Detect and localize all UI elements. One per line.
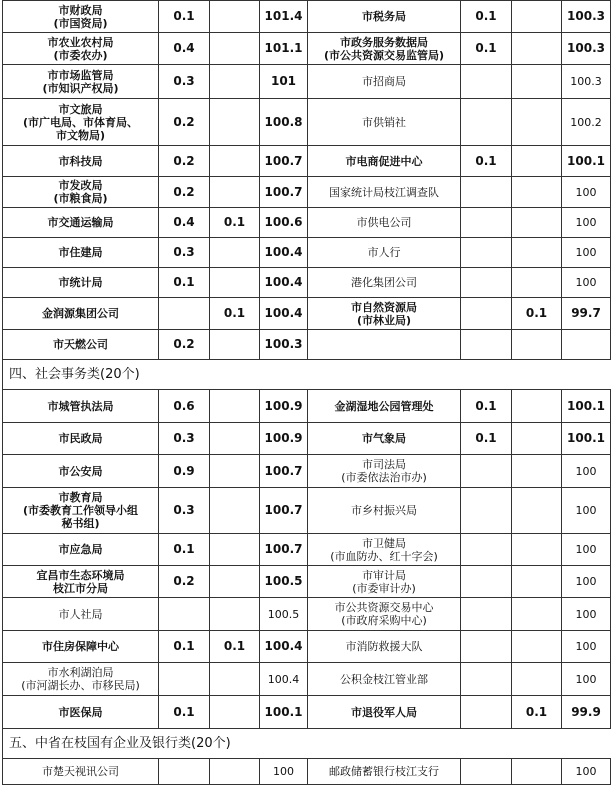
right-unit-name-line: (市政府采购中心): [341, 614, 427, 627]
section-row: [3, 729, 611, 759]
left-score: 100.9: [260, 390, 308, 423]
right-bonus-b: [512, 177, 562, 208]
left-bonus-a: 0.6: [159, 390, 210, 423]
table-row: [3, 268, 611, 298]
left-unit-name: [3, 631, 159, 663]
right-unit-name-line: 市公共资源交易中心: [334, 601, 434, 614]
left-unit-name: [3, 268, 159, 298]
table-row: [3, 534, 611, 566]
left-unit-name-line: 市财政局: [58, 3, 103, 17]
right-unit-name-line: 市自然资源局: [351, 300, 417, 314]
right-bonus-b: 0.1: [512, 298, 562, 330]
left-bonus-a: 0.1: [159, 1, 210, 33]
left-bonus-b: [210, 534, 260, 566]
right-unit-name-line: 市供销社: [362, 115, 406, 129]
left-bonus-b: [210, 330, 260, 360]
right-unit-name-line: (市委依法治市办): [341, 471, 427, 484]
right-unit-name-line: (市委审计办): [352, 581, 416, 595]
table-row: [3, 455, 611, 488]
right-bonus-b: [512, 99, 562, 146]
left-unit-name-line: 市统计局: [58, 276, 103, 289]
right-unit-name: [308, 663, 461, 696]
left-unit-name-line: 枝江市分局: [53, 581, 108, 595]
left-unit-name-line: 市公安局: [58, 464, 103, 478]
left-score: 100.5: [260, 566, 308, 598]
left-unit-name-line: (市广电局、市体育局、: [22, 115, 139, 129]
left-bonus-a: 0.1: [159, 534, 210, 566]
left-score: 100.4: [260, 663, 308, 696]
table-row: [3, 177, 611, 208]
left-bonus-a: [159, 759, 210, 785]
right-unit-name: [308, 455, 461, 488]
left-unit-name: [3, 1, 159, 33]
score-table: [2, 0, 611, 785]
left-score: 100.5: [260, 598, 308, 631]
table-row: [3, 631, 611, 663]
right-bonus-a: [461, 455, 512, 488]
right-unit-name: [308, 759, 461, 785]
left-score: 100.4: [260, 268, 308, 298]
right-bonus-b: [512, 759, 562, 785]
right-bonus-b: [512, 663, 562, 696]
left-unit-name-line: 市文物局): [55, 128, 106, 142]
right-unit-name-line: (市林业局): [356, 313, 412, 327]
left-unit-name-line: (市知识产权局): [42, 81, 119, 95]
right-unit-name-line: 市审计局: [362, 568, 406, 582]
table-row: [3, 696, 611, 729]
left-bonus-a: 0.2: [159, 177, 210, 208]
right-score: 100: [562, 663, 611, 696]
left-unit-name: [3, 238, 159, 268]
right-unit-name-line: 国家统计局枝江调查队: [329, 185, 439, 199]
table-row: [3, 423, 611, 455]
left-score: 100.7: [260, 455, 308, 488]
right-bonus-b: [512, 488, 562, 534]
left-score: 100.7: [260, 488, 308, 534]
right-bonus-a: [461, 488, 512, 534]
table-row: [3, 566, 611, 598]
left-unit-name: [3, 663, 159, 696]
right-unit-name: [308, 146, 461, 177]
left-unit-name-line: (市委教育工作领导小组: [22, 504, 139, 517]
left-bonus-b: [210, 99, 260, 146]
right-score: 100.3: [562, 65, 611, 99]
left-score: 100: [260, 759, 308, 785]
right-unit-name: [308, 488, 461, 534]
right-score: 100: [562, 455, 611, 488]
left-score: 101: [260, 65, 308, 99]
left-unit-name: [3, 598, 159, 631]
right-score: 100.2: [562, 99, 611, 146]
right-unit-name-line: 市卫健局: [362, 536, 406, 550]
right-bonus-a: [461, 65, 512, 99]
left-unit-name: [3, 423, 159, 455]
left-bonus-a: 0.1: [159, 696, 210, 729]
right-bonus-b: [512, 1, 562, 33]
left-unit-name: [3, 330, 159, 360]
table-row: [3, 663, 611, 696]
left-bonus-b: [210, 33, 260, 65]
left-bonus-a: 0.2: [159, 566, 210, 598]
left-score: 100.3: [260, 330, 308, 360]
left-unit-name-line: 市农业农村局: [47, 35, 114, 49]
right-unit-name-line: 邮政储蓄银行枝江支行: [329, 765, 439, 778]
right-unit-name: [308, 696, 461, 729]
right-bonus-a: [461, 177, 512, 208]
left-bonus-b: [210, 423, 260, 455]
right-unit-name: [308, 631, 461, 663]
right-bonus-a: 0.1: [461, 33, 512, 65]
right-unit-name-line: 市税务局: [362, 10, 406, 23]
right-unit-name-line: 市政务服务数据局: [340, 35, 428, 49]
table-row: [3, 238, 611, 268]
left-bonus-b: [210, 177, 260, 208]
left-unit-name-line: 市住房保障中心: [42, 640, 119, 653]
right-bonus-b: 0.1: [512, 696, 562, 729]
left-score: 100.7: [260, 534, 308, 566]
left-bonus-b: [210, 566, 260, 598]
right-unit-name-line: 公积金枝江管业部: [340, 672, 428, 686]
right-score: 100: [562, 208, 611, 238]
right-bonus-b: [512, 65, 562, 99]
left-bonus-a: 0.1: [159, 268, 210, 298]
left-bonus-b: [210, 1, 260, 33]
left-score: 100.6: [260, 208, 308, 238]
left-unit-name-line: 秘书组): [61, 517, 100, 530]
left-bonus-b: 0.1: [210, 631, 260, 663]
right-bonus-b: [512, 238, 562, 268]
left-unit-name: [3, 759, 159, 785]
left-bonus-b: [210, 598, 260, 631]
left-bonus-a: 0.4: [159, 208, 210, 238]
right-bonus-a: [461, 598, 512, 631]
left-unit-name: [3, 146, 159, 177]
right-bonus-a: 0.1: [461, 423, 512, 455]
left-bonus-b: [210, 696, 260, 729]
table-row: [3, 146, 611, 177]
left-score: 100.9: [260, 423, 308, 455]
left-score: 100.1: [260, 696, 308, 729]
left-unit-name: [3, 298, 159, 330]
right-score: 100: [562, 268, 611, 298]
right-score: 100: [562, 177, 611, 208]
left-bonus-a: 0.3: [159, 238, 210, 268]
left-unit-name: [3, 177, 159, 208]
right-unit-name-line: 市司法局: [362, 458, 406, 471]
right-bonus-a: [461, 208, 512, 238]
right-unit-name-line: 市气象局: [362, 432, 406, 445]
left-unit-name-line: 市民政局: [58, 432, 103, 445]
left-unit-name: [3, 65, 159, 99]
right-unit-name: [308, 566, 461, 598]
left-unit-name-line: 市交通运输局: [47, 216, 114, 229]
right-bonus-a: 0.1: [461, 146, 512, 177]
right-score: 100: [562, 534, 611, 566]
left-unit-name-line: 宜昌市生态环境局: [36, 568, 125, 582]
left-unit-name-line: 市文旅局: [58, 102, 103, 116]
right-bonus-a: [461, 268, 512, 298]
right-bonus-b: [512, 390, 562, 423]
right-score: 100.1: [562, 146, 611, 177]
right-bonus-b: [512, 146, 562, 177]
left-bonus-b: [210, 455, 260, 488]
right-unit-name: [308, 65, 461, 99]
left-unit-name-line: 市教育局: [58, 491, 103, 504]
right-unit-name: [308, 208, 461, 238]
left-bonus-b: [210, 65, 260, 99]
right-score: 99.7: [562, 298, 611, 330]
section-heading: 四、社会事务类(20个): [3, 360, 611, 390]
right-bonus-b: [512, 208, 562, 238]
right-bonus-a: [461, 566, 512, 598]
right-bonus-a: [461, 238, 512, 268]
right-score: 100: [562, 631, 611, 663]
left-unit-name-line: 市人社局: [58, 607, 103, 621]
right-unit-name-line: (市血防办、红十字会): [330, 549, 438, 563]
right-unit-name: [308, 534, 461, 566]
right-unit-name-line: 港化集团公司: [351, 276, 417, 289]
left-bonus-a: 0.2: [159, 330, 210, 360]
right-bonus-a: [461, 99, 512, 146]
right-bonus-a: 0.1: [461, 390, 512, 423]
left-unit-name: [3, 534, 159, 566]
left-unit-name: [3, 208, 159, 238]
left-bonus-b: [210, 488, 260, 534]
right-unit-name: [308, 268, 461, 298]
right-bonus-b: [512, 330, 562, 360]
left-bonus-b: [210, 146, 260, 177]
left-score: 100.4: [260, 298, 308, 330]
table-row: [3, 1, 611, 33]
left-score: 100.7: [260, 146, 308, 177]
table-row: [3, 330, 611, 360]
left-unit-name: [3, 696, 159, 729]
right-bonus-a: 0.1: [461, 1, 512, 33]
right-bonus-b: [512, 33, 562, 65]
right-unit-name: [308, 177, 461, 208]
left-unit-name-line: (市河湖长办、市移民局): [21, 679, 140, 692]
right-score: 100.3: [562, 1, 611, 33]
right-bonus-a: [461, 298, 512, 330]
table-row: [3, 759, 611, 785]
left-unit-name: [3, 455, 159, 488]
right-unit-name: [308, 390, 461, 423]
left-unit-name: [3, 33, 159, 65]
table-row: [3, 65, 611, 99]
left-unit-name: [3, 99, 159, 146]
left-bonus-a: 0.1: [159, 631, 210, 663]
right-bonus-a: [461, 696, 512, 729]
right-unit-name: [308, 238, 461, 268]
right-unit-name-line: 市供电公司: [356, 216, 412, 229]
left-score: 100.4: [260, 238, 308, 268]
left-bonus-a: 0.2: [159, 146, 210, 177]
left-bonus-a: 0.3: [159, 65, 210, 99]
right-bonus-b: [512, 566, 562, 598]
right-score: 99.9: [562, 696, 611, 729]
right-score: 100: [562, 238, 611, 268]
section-heading: 五、中省在枝国有企业及银行类(20个): [3, 729, 611, 759]
section-row: [3, 360, 611, 390]
left-unit-name-line: 市应急局: [58, 543, 103, 556]
left-unit-name-line: 市水利湖泊局: [47, 666, 114, 679]
left-unit-name-line: 市楚天视讯公司: [42, 765, 119, 778]
left-unit-name-line: 市城管执法局: [47, 399, 114, 413]
left-bonus-b: [210, 663, 260, 696]
right-bonus-b: [512, 423, 562, 455]
left-unit-name-line: (市国资局): [53, 16, 108, 30]
left-bonus-a: 0.3: [159, 423, 210, 455]
left-bonus-a: [159, 598, 210, 631]
right-unit-name: [308, 33, 461, 65]
left-bonus-b: [210, 268, 260, 298]
table-row: [3, 390, 611, 423]
right-unit-name-line: 市消防救援大队: [345, 640, 423, 653]
right-score: 100.1: [562, 423, 611, 455]
right-unit-name: [308, 330, 461, 360]
left-bonus-a: [159, 663, 210, 696]
left-bonus-a: [159, 298, 210, 330]
left-bonus-b: [210, 390, 260, 423]
left-bonus-a: 0.3: [159, 488, 210, 534]
left-score: 101.1: [260, 33, 308, 65]
left-bonus-a: 0.4: [159, 33, 210, 65]
right-score: 100: [562, 566, 611, 598]
right-unit-name: [308, 598, 461, 631]
left-unit-name-line: 市住建局: [58, 246, 103, 259]
left-unit-name-line: (市粮食局): [53, 192, 108, 205]
right-unit-name-line: 市招商局: [362, 75, 406, 88]
right-bonus-a: [461, 330, 512, 360]
left-unit-name: [3, 390, 159, 423]
right-unit-name: [308, 99, 461, 146]
left-unit-name-line: (市委农办): [53, 48, 108, 62]
right-score: 100.3: [562, 33, 611, 65]
left-unit-name-line: 市市场监管局: [47, 68, 114, 82]
table-row: [3, 488, 611, 534]
left-score: 100.8: [260, 99, 308, 146]
right-bonus-b: [512, 598, 562, 631]
right-unit-name: [308, 1, 461, 33]
right-score: 100.1: [562, 390, 611, 423]
left-unit-name: [3, 488, 159, 534]
table-row: [3, 99, 611, 146]
right-bonus-a: [461, 631, 512, 663]
left-unit-name-line: 市天燃公司: [53, 338, 108, 351]
right-unit-name-line: 市电商促进中心: [345, 154, 423, 168]
left-bonus-b: [210, 238, 260, 268]
left-bonus-a: 0.2: [159, 99, 210, 146]
right-score: [562, 330, 611, 360]
right-score: 100: [562, 759, 611, 785]
right-bonus-b: [512, 534, 562, 566]
left-bonus-b: 0.1: [210, 208, 260, 238]
right-bonus-b: [512, 268, 562, 298]
right-bonus-a: [461, 534, 512, 566]
table-row: [3, 298, 611, 330]
right-unit-name: [308, 298, 461, 330]
left-bonus-b: [210, 759, 260, 785]
left-unit-name-line: 市医保局: [58, 705, 103, 719]
right-unit-name-line: 市人行: [367, 246, 401, 259]
table-row: [3, 33, 611, 65]
right-unit-name-line: 市乡村振兴局: [351, 504, 417, 517]
left-bonus-a: 0.9: [159, 455, 210, 488]
left-unit-name-line: 金润源集团公司: [42, 307, 119, 320]
right-score: 100: [562, 598, 611, 631]
right-unit-name-line: 市退役军人局: [351, 705, 417, 719]
left-score: 100.7: [260, 177, 308, 208]
left-unit-name: [3, 566, 159, 598]
right-bonus-b: [512, 455, 562, 488]
left-bonus-b: 0.1: [210, 298, 260, 330]
right-bonus-b: [512, 631, 562, 663]
table-row: [3, 598, 611, 631]
right-unit-name-line: 金湖湿地公园管理处: [334, 399, 434, 413]
left-score: 100.4: [260, 631, 308, 663]
left-unit-name-line: 市科技局: [58, 154, 103, 168]
right-unit-name: [308, 423, 461, 455]
table-row: [3, 208, 611, 238]
right-unit-name-line: (市公共资源交易监管局): [323, 48, 445, 62]
right-bonus-a: [461, 759, 512, 785]
right-bonus-a: [461, 663, 512, 696]
left-score: 101.4: [260, 1, 308, 33]
right-score: 100: [562, 488, 611, 534]
left-unit-name-line: 市发改局: [58, 179, 103, 192]
